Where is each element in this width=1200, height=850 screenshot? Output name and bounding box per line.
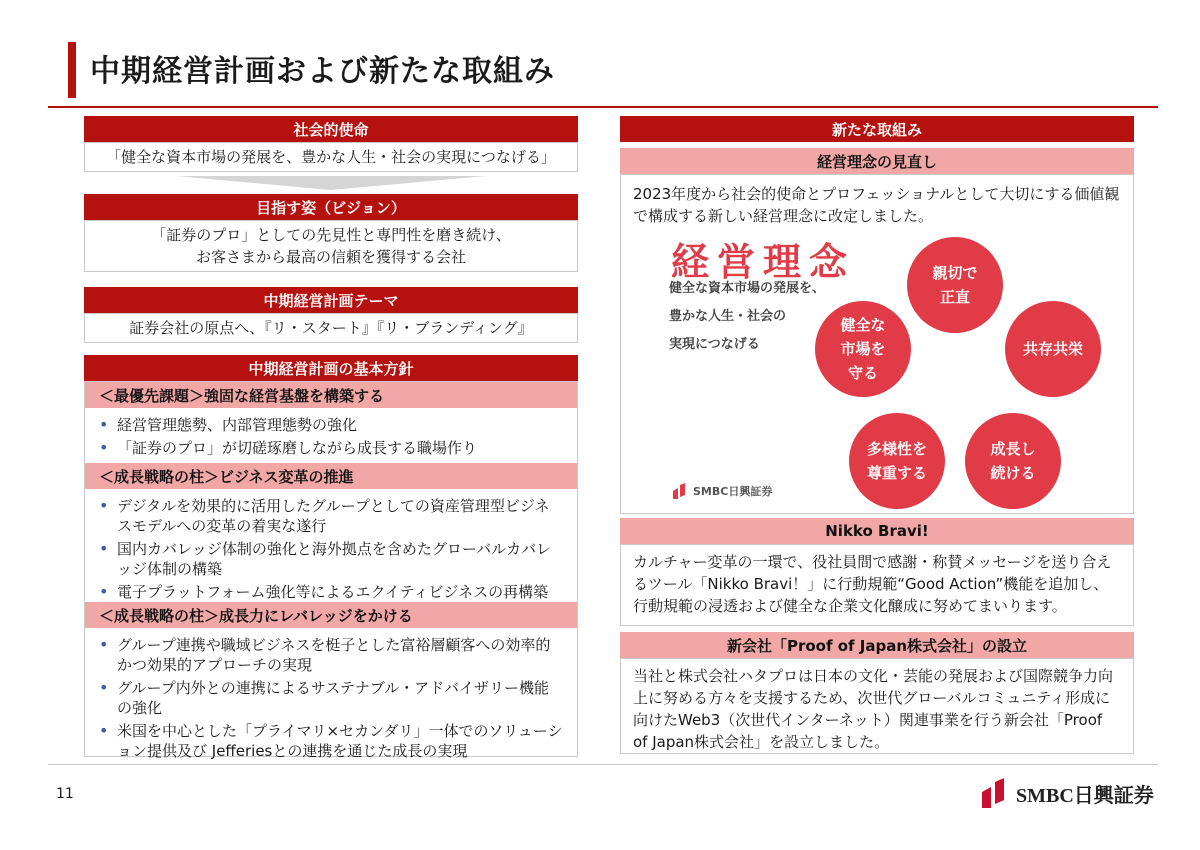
- value-circle-diversity: 多様性を 尊重する: [849, 413, 945, 509]
- list-item: • 国内カバレッジ体制の強化と海外拠点を含めたグローバルカバレッジ体制の構築: [99, 539, 563, 579]
- policy-section-2-list: [85, 489, 577, 601]
- list-item: • 電子プラットフォーム強化等によるエクイティビジネスの再構築: [99, 582, 563, 602]
- smbc-logo-mark-icon: [673, 483, 687, 499]
- philosophy-text: 2023年度から社会的使命とプロフェッショナルとして大切にする価値観で構成する新しい経営理念に改定しました。: [633, 185, 1120, 225]
- down-arrow-icon: [176, 176, 486, 190]
- bravi-header: Nikko Bravi!: [620, 518, 1134, 544]
- policy-section-3-title: ＜成長戦略の柱＞成長力にレバレッジをかける: [85, 602, 577, 628]
- bravi-box: [620, 544, 1134, 626]
- footer-divider: [48, 764, 1158, 765]
- mission-header: 社会的使命: [84, 116, 578, 142]
- policy-section-3-list: [85, 628, 577, 761]
- bravi-text: カルチャー変革の一環で、役社員間で感謝・称賛メッセージを送り合えるツール「Nikko Bravi！」に行動規範“Good Action”機能を追加し、行動規範の浸透および健全な企業文化醸成に努めてまいります。: [633, 553, 1112, 615]
- policy-box: [84, 381, 578, 760]
- proof-text: 当社と株式会社ハタプロは日本の文化・芸能の発展および国際競争力向上に努める方々を支援するため、次世代グローバルコミュニティ形成に向けたWeb3（次世代インターネット）関連事業を行う新会社「Proof of Japan株式会社」を設立しました。: [633, 667, 1114, 751]
- value-circle-healthy-market: 健全な 市場を 守る: [815, 301, 911, 397]
- list-item: • グループ連携や職域ビジネスを梃子とした富裕層顧客への効率的かつ効果的アプローチの実現: [99, 635, 563, 675]
- proof-header: 新会社「Proof of Japan株式会社」の設立: [620, 632, 1134, 658]
- new-initiatives-header: 新たな取組み: [620, 116, 1134, 142]
- philosophy-sub-line-1: 健全な資本市場の発展を、: [669, 281, 826, 296]
- philosophy-header: 経営理念の見直し: [620, 148, 1134, 174]
- philosophy-graphic-subtitle: [669, 275, 825, 359]
- vision-line-2: お客さまから最高の信頼を獲得する会社: [195, 248, 466, 266]
- vision-line-1: 「証券のプロ」としての先見性と専門性を磨き続け、: [151, 226, 511, 244]
- policy-section-1-list: [85, 408, 577, 459]
- footer-logo-text: SMBC日興証券: [1016, 784, 1154, 807]
- vision-header: 目指す姿（ビジョン）: [84, 194, 578, 220]
- policy-header: 中期経営計画の基本方針: [84, 355, 578, 381]
- smbc-logo-mark-icon: [982, 778, 1008, 808]
- philosophy-box: [620, 174, 1134, 514]
- list-item: • 経営管理態勢、内部管理態勢の強化: [99, 415, 577, 435]
- mission-text: 「健全な資本市場の発展を、豊かな人生・社会の実現につなげる」: [84, 142, 578, 172]
- value-circle-keep-growing: 成長し 続ける: [965, 413, 1061, 509]
- proof-box: [620, 658, 1134, 754]
- philosophy-graphic-title: 経営理念: [671, 240, 856, 284]
- title-accent-bar: [68, 42, 76, 98]
- value-circle-coexistence: 共存共栄: [1005, 301, 1101, 397]
- theme-header: 中期経営計画テーマ: [84, 287, 578, 313]
- philosophy-sub-line-3: 実現につなげる: [669, 337, 760, 352]
- title-divider: [48, 106, 1158, 108]
- philosophy-sub-line-2: 豊かな人生・社会の: [669, 309, 787, 324]
- list-item: • グループ内外との連携によるサステナブル・アドバイザリー機能の強化: [99, 678, 563, 718]
- list-item: • デジタルを効果的に活用したグループとしての資産管理型ビジネスモデルへの変革の着実な遂行: [99, 496, 563, 536]
- page-number: 11: [56, 786, 74, 802]
- policy-section-1-title: ＜最優先課題＞強固な経営基盤を構築する: [85, 382, 577, 408]
- philosophy-graphic-logo: [673, 483, 772, 499]
- list-item: • 「証券のプロ」が切磋琢磨しながら成長する職場作り: [99, 438, 577, 458]
- footer-logo: [982, 778, 1154, 808]
- philosophy-logo-text: SMBC日興証券: [693, 485, 773, 498]
- list-item: • 米国を中心とした「プライマリ×セカンダリ」一体でのソリューション提供及び Jefferiesとの連携を通じた成長の実現: [99, 721, 563, 761]
- vision-box: [84, 220, 578, 272]
- policy-section-2-title: ＜成長戦略の柱＞ビジネス変革の推進: [85, 463, 577, 489]
- value-circle-kind-honest: 親切で 正直: [907, 237, 1003, 333]
- theme-text: 証券会社の原点へ、『リ・スタート』『リ・ブランディング』: [84, 313, 578, 343]
- page-title: 中期経営計画および新たな取組み: [90, 54, 555, 89]
